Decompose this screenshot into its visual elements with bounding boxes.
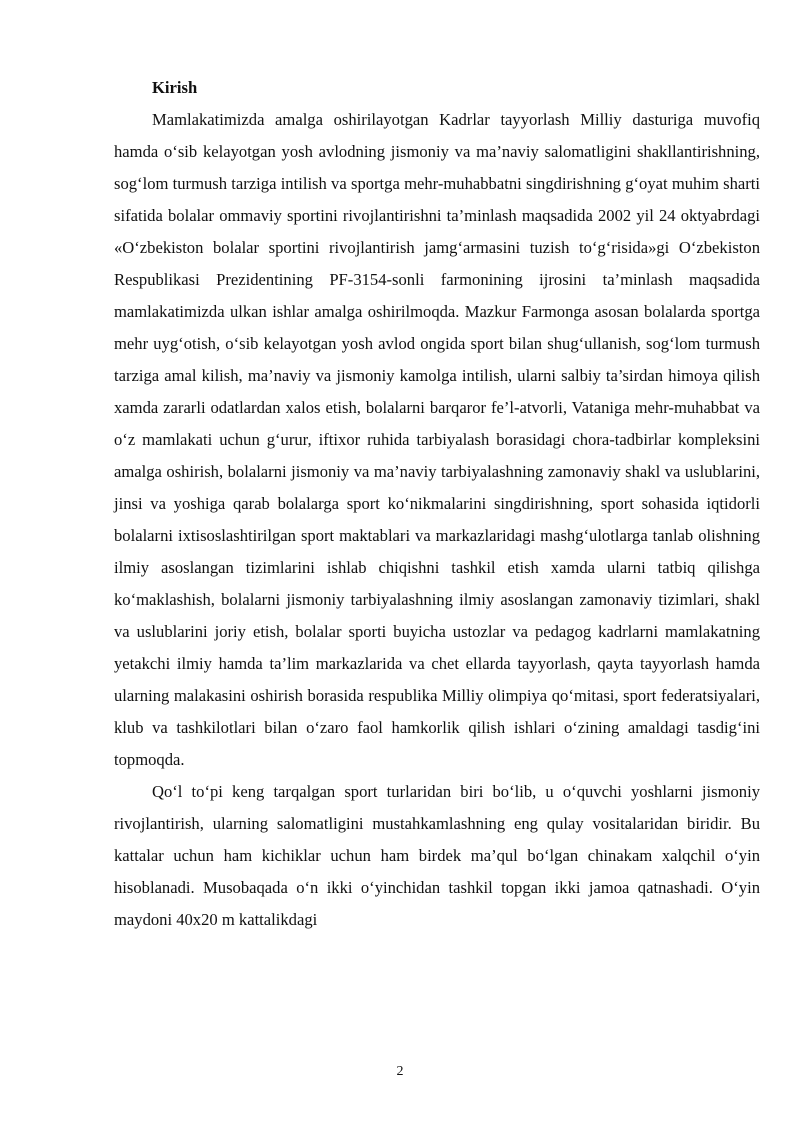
paragraph-handball: Qo‘l to‘pi keng tarqalgan sport turlaridan biri bo‘lib, u o‘quvchi yoshlarni jismoniy rivojlantirish, ularning salomatligini mustahkamlashning eng qulay vositalaridan biridir. Bu kattalar uchun ham kichiklar uchun ham birdek ma’qul bo‘lgan chinakam xalqchil o‘yin hisoblanadi. Musobaqada o‘n ikki o‘yinchidan tashkil topgan ikki jamoa qatnashadi. O‘yin maydoni 40x20 m kattalikdagi — [114, 782, 760, 929]
page-number: 2 — [396, 1064, 404, 1079]
paragraph-intro: Mamlakatimizda amalga oshirilayotgan Kadrlar tayyorlash Milliy dasturiga muvofiq hamda o‘sib kelayotgan yosh avlodning jismoniy va ma’naviy salomatligini shakllantirishning, sog‘lom turmush tarziga intilish va sportga mehr-muhabbatni singdirishning g‘oyat muhim sharti sifatida bolalar ommaviy sportini rivojlantirishni ta’minlash maqsadida 2002 yil 24 oktyabrdagi «O‘zbekiston bolalar sportini rivojlantirish jamg‘armasini tuzish to‘g‘risida»gi O‘zbekiston Respublikasi Prezidentining PF-3154-sonli farmonining ijrosini ta’minlash maqsadida mamlakatimizda ulkan ishlar amalga oshirilmoqda. Mazkur Farmonga asosan bolalarda sportga mehr uyg‘otish, o‘sib kelayotgan yosh avlod ongida sport bilan shug‘ullanish, sog‘lom turmush tarziga amal kilish, ma’naviy va jismoniy kamolga intilish, ularni salbiy ta’sirdan himoya qilish xamda zararli odatlardan xalos etish, bolalarni barqaror fe’l-atvorli, Vataniga mehr-muhabbat va o‘z mamlakati uchun g‘urur, iftixor ruhida tarbiyalash borasidagi chora-tadbirlar kompleksini amalga oshirish, bolalarni jismoniy va ma’naviy tarbiyalashning zamonaviy shakl va uslublarini, jinsi va yoshiga qarab bolalarga sport ko‘nikmalarini singdirishning, sport sohasida iqtidorli bolalarni ixtisoslashtirilgan sport maktablari va markazlaridagi mashg‘ulotlarga tanlab olishning ilmiy asoslangan tizimlarini ishlab chiqishni tashkil etish xamda ularni tatbiq qilishga ko‘maklashish, bolalarni jismoniy tarbiyalashning ilmiy asoslangan zamonaviy tizimlari, shakl va uslublarini joriy etish, bolalar sporti buyicha ustozlar va pedagog kadrlarni mamlakatning yetakchi ilmiy hamda ta’lim markazlarida va chet ellarda tayyorlash, qayta tayyorlash hamda ularning malakasini oshirish borasida respublika Milliy olimpiya qo‘mitasi, sport federatsiyalari, klub va tashkilotlari bilan o‘zaro faol hamkorlik qilish ishlari o‘zining amaldagi tasdig‘ini topmoqda. — [114, 110, 760, 769]
page-content — [114, 72, 760, 936]
section-heading: Kirish — [152, 78, 198, 97]
